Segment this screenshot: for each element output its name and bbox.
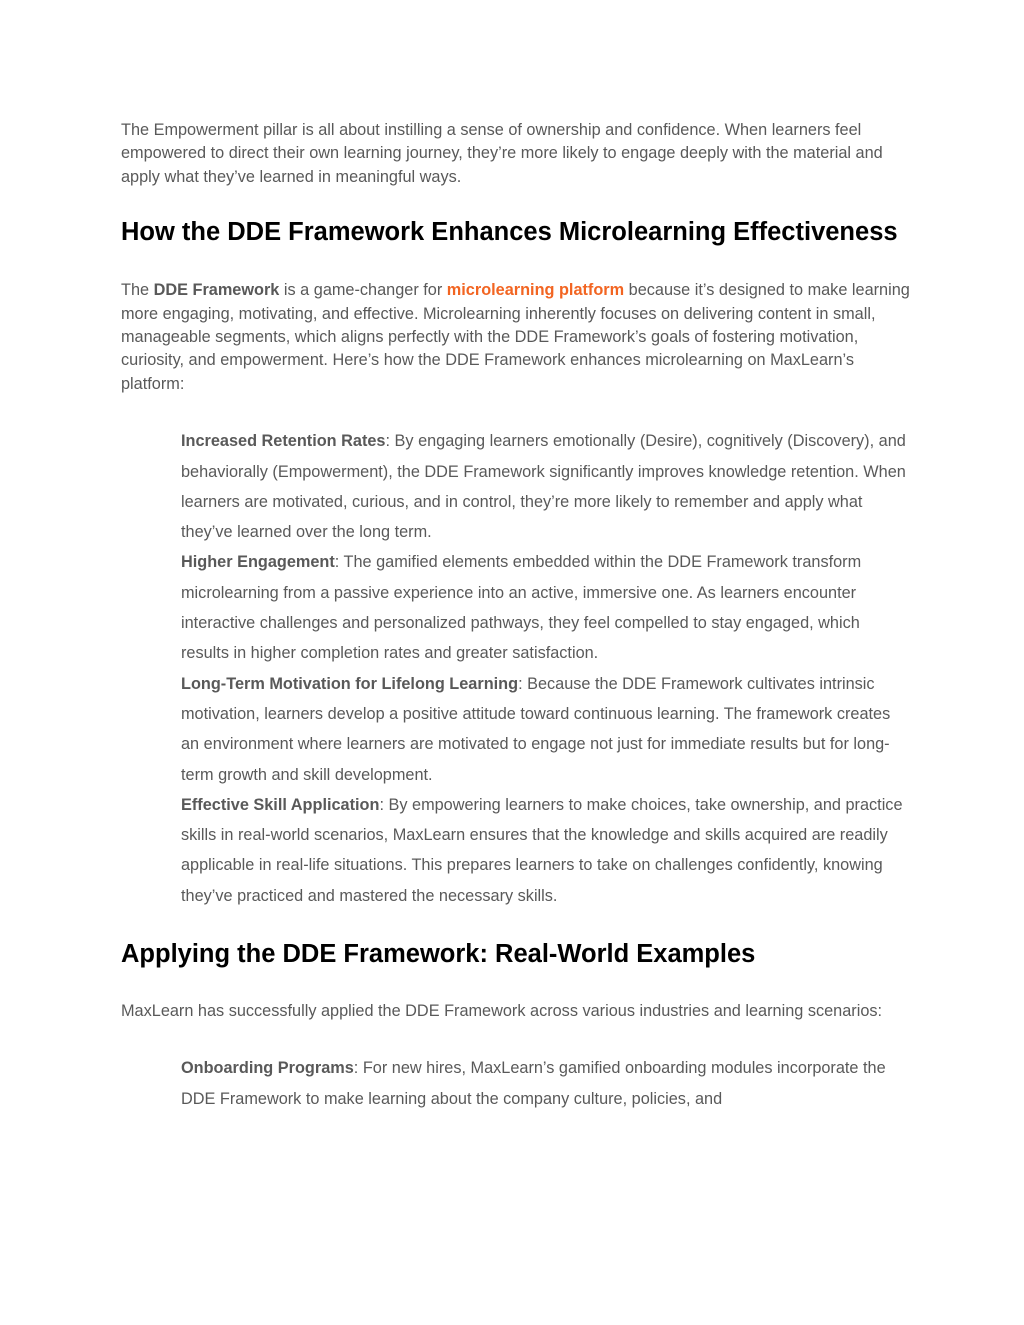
section-heading-dde-effectiveness: How the DDE Framework Enhances Microlearning Effectiveness: [121, 218, 898, 247]
paragraph-text-mid: is a game-changer for: [279, 281, 447, 300]
list-item-text: : By engaging learners emotionally (Desire), cognitively (Discovery), and behaviorally (Empowerment), the DDE Framework significantly improves knowledge retention. When learners are motivated, curious, and in control, they’re more likely to remember and apply what they’ve learned over the long term.: [181, 432, 906, 542]
paragraph-text-rest: because it’s designed to make learning more engaging, motivating, and effective. Microlearning inherently focuses on delivering content in small, manageable segments, which aligns perfectly with the DDE Framework’s goals of fostering motivation, curiosity, and empowerment. Here’s how the DDE Framework enhances microlearning on MaxLearn’s platform:: [121, 281, 910, 393]
list-item-text: : By empowering learners to make choices, take ownership, and practice skills in real-world scenarios, MaxLearn ensures that the knowledge and skills acquired are readily applicable in real-life situations. This prepares learners to take on challenges confidently, knowing they’ve practiced and mastered the necessary skills.: [181, 795, 903, 905]
intro-paragraph: The Empowerment pillar is all about instilling a sense of ownership and confidence. When learners feel empowered to direct their own learning journey, they’re more likely to engage deeply with the material and apply what they’ve learned in meaningful ways.: [121, 121, 883, 186]
list-item-text: : For new hires, MaxLearn’s gamified onboarding modules incorporate the DDE Framework to make learning about the company culture, policies, and: [181, 1059, 886, 1108]
list-item-text: : The gamified elements embedded within the DDE Framework transform microlearning from a passive experience into an active, immersive one. As learners encounter interactive challenges and personalized pathways, they feel compelled to stay engaged, which results in higher completion rates and greater satisfaction.: [181, 553, 862, 663]
benefits-list: [121, 426, 911, 911]
dde-intro-paragraph: [121, 279, 911, 396]
list-item-title: Higher Engagement: [181, 553, 335, 572]
list-item-title: Onboarding Programs: [181, 1059, 354, 1078]
list-item-onboarding: [181, 1053, 911, 1114]
list-item-retention: [181, 426, 911, 547]
paragraph-text-prefix: The: [121, 281, 154, 300]
list-item-engagement: [181, 547, 911, 668]
microlearning-platform-link[interactable]: microlearning platform: [446, 281, 625, 300]
examples-list: [121, 1053, 911, 1114]
examples-intro-paragraph: MaxLearn has successfully applied the DDE Framework across various industries and learning scenarios:: [121, 1002, 883, 1020]
list-item-title: Long-Term Motivation for Lifelong Learning: [181, 674, 519, 693]
document-page: [121, 119, 911, 1114]
section-heading-real-world-examples: Applying the DDE Framework: Real-World Examples: [121, 940, 756, 968]
dde-framework-term: DDE Framework: [153, 281, 280, 300]
list-item-motivation: [181, 669, 911, 790]
list-item-skill-application: [181, 790, 911, 911]
list-item-text: : Because the DDE Framework cultivates intrinsic motivation, learners develop a positive attitude toward continuous learning. The framework creates an environment where learners are motivated to engage not just for immediate results but for long-term growth and skill development.: [181, 674, 891, 784]
list-item-title: Effective Skill Application: [181, 795, 380, 814]
list-item-title: Increased Retention Rates: [181, 432, 386, 451]
